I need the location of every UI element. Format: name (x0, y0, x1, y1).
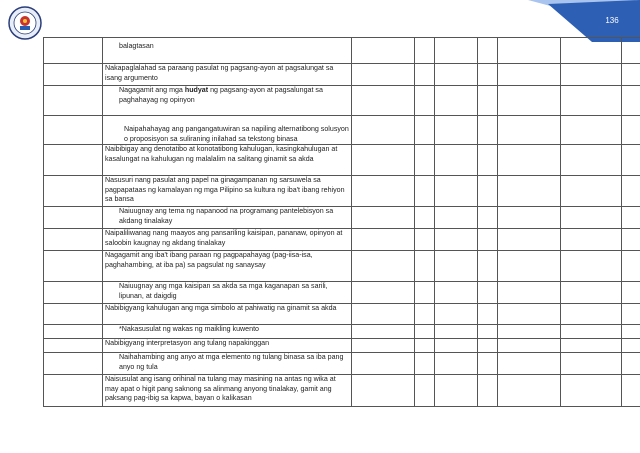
table-row (44, 116, 640, 145)
competency-text: Naipaliliwanag nang maayos ang pansariling kaisipan, pananaw, opinyon at saloobin kaugnay ng akdang tinalakay (105, 229, 343, 247)
competency-text: Nakapaglalahad sa paraang pasulat ng pagsang-ayon at pagsalungat sa isang argumento (105, 64, 334, 82)
table-row (44, 353, 640, 375)
table-row (44, 38, 640, 64)
table-row (44, 339, 640, 353)
table-row (44, 282, 640, 304)
table-row (44, 207, 640, 229)
competency-text: Naibibigay ang denotatibo at konotatibong kahulugan, kasingkahulugan at kasalungat na kahulugan ng malalalim na salitang ginamit sa akda (105, 145, 338, 163)
competency-text: Naiuugnay ang mga kaisipan sa akda sa mga kaganapan sa sarili, lipunan, at daigdig (119, 282, 328, 300)
page-number: 136 (605, 16, 619, 25)
table-row (44, 176, 640, 207)
table-row (44, 64, 640, 86)
table-row (44, 145, 640, 176)
table-row (44, 325, 640, 339)
table-row (44, 375, 640, 407)
deped-seal-icon (8, 6, 42, 40)
competency-text: Naihahambing ang anyo at mga elemento ng tulang binasa sa iba pang anyo ng tula (119, 353, 344, 371)
competency-text: Naiuugnay ang tema ng napanood na programang pantelebisyon sa akdang tinalakay (119, 207, 334, 225)
competency-text: Nagagamit ang mga hudyat ng pagsang-ayon at pagsalungat sa paghahayag ng opinyon (119, 86, 323, 104)
competency-table (43, 37, 640, 407)
competency-text: balagtasan (119, 42, 154, 50)
table-row (44, 229, 640, 251)
competency-text: Nabibigyang kahulugan ang mga simbolo at pahiwatig na ginamit sa akda (105, 304, 337, 312)
competency-text: Nasusuri nang pasulat ang papel na ginagampanan ng sarsuwela sa pagpapataas ng kamalayan ng mga Pilipino sa kultura ng iba't ibang rehiyon sa bansa (105, 176, 345, 203)
competency-text: Nagagamit ang iba't ibang paraan ng pagpapahayag (pag-iisa-isa, paghahambing, at iba pa) sa pagsulat ng sanaysay (105, 251, 313, 269)
table-row (44, 304, 640, 325)
table-row (44, 86, 640, 116)
competency-text: Nabibigyang interpretasyon ang tulang napakinggan (105, 339, 270, 347)
competency-text: *Nakasusulat ng wakas ng maikling kuwento (119, 325, 259, 333)
table-row (44, 251, 640, 282)
competency-text: Naipahahayag ang pangangatuwiran sa napiling alternatibong solusyon o proposisyon sa suliraning inilahad sa tekstong binasa (124, 125, 349, 143)
competency-text: Naisusulat ang isang orihinal na tulang may masining na antas ng wika at may apat o higit pang saknong sa alinmang anyong tinalakay, gamit ang paksang pag-ibig sa kapwa, bayan o kalikasan (105, 375, 336, 402)
